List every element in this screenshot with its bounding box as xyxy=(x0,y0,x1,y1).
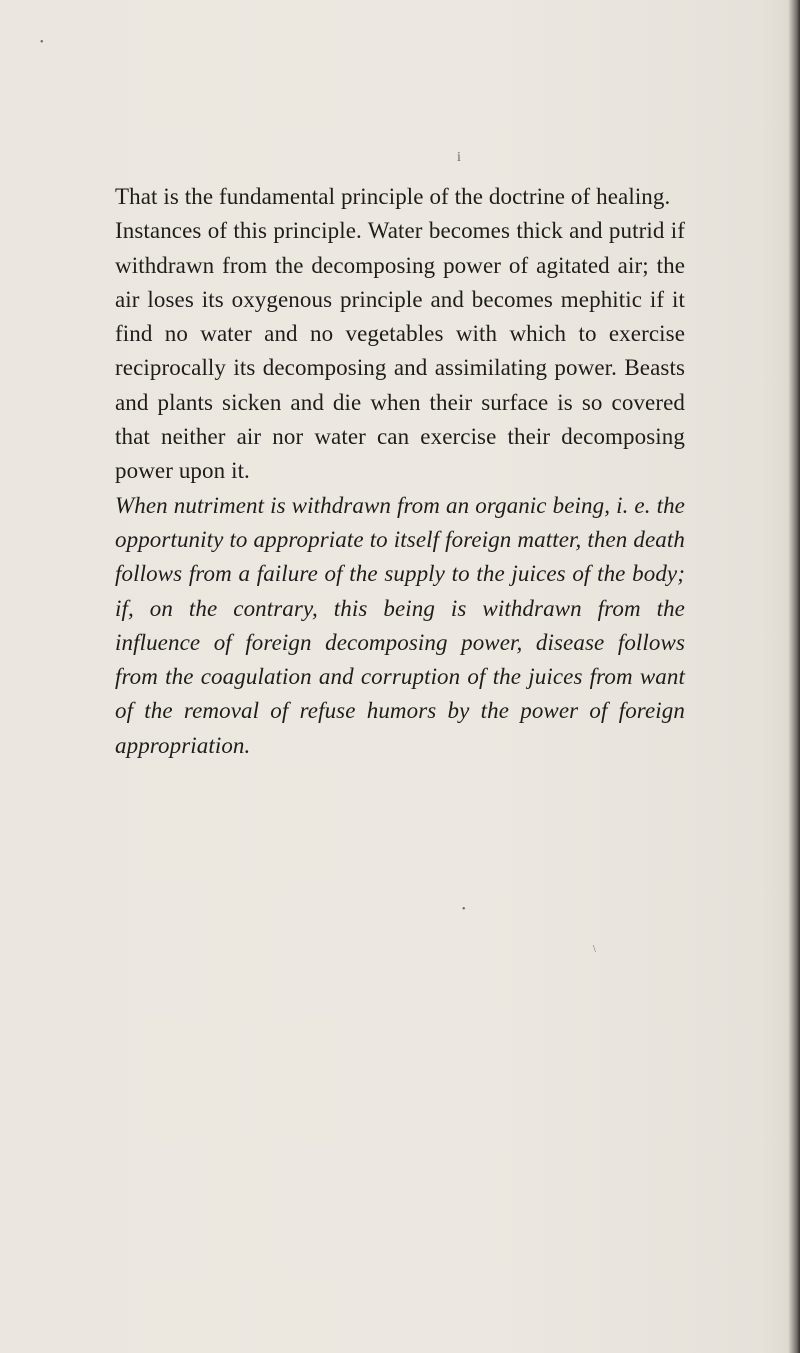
page-mark: i xyxy=(457,150,461,165)
body-text xyxy=(115,180,685,763)
print-speck: • xyxy=(40,37,44,48)
page-edge-shadow xyxy=(788,0,800,1353)
paragraph-2: Instances of this principle. Water becomes thick and putrid if withdrawn from the decomposing power of agitated air; the air loses its oxygenous principle and becomes mephitic if it find no water and no vegetables with which to exercise reciprocally its decomposing and assimilating power. Beasts and plants sicken and die when their surface is so covered that neither air nor water can exercise their decomposing power upon it. xyxy=(115,218,685,484)
paragraph-3: When nutriment is withdrawn from an organic being, i. e. the opportunity to appropriate to itself foreign matter, then death follows from a failure of the supply to the juices of the body; if, on the contrary, this being is withdrawn from the influence of foreign decomposing power, disease follows from the coagulation and corruption of the juices from want of the removal of refuse humors by the power of foreign appropriation. xyxy=(115,492,685,758)
print-speck: \ xyxy=(593,944,596,955)
paragraph-1: That is the fundamental principle of the doctrine of healing. xyxy=(115,184,671,209)
print-speck: • xyxy=(462,904,466,915)
